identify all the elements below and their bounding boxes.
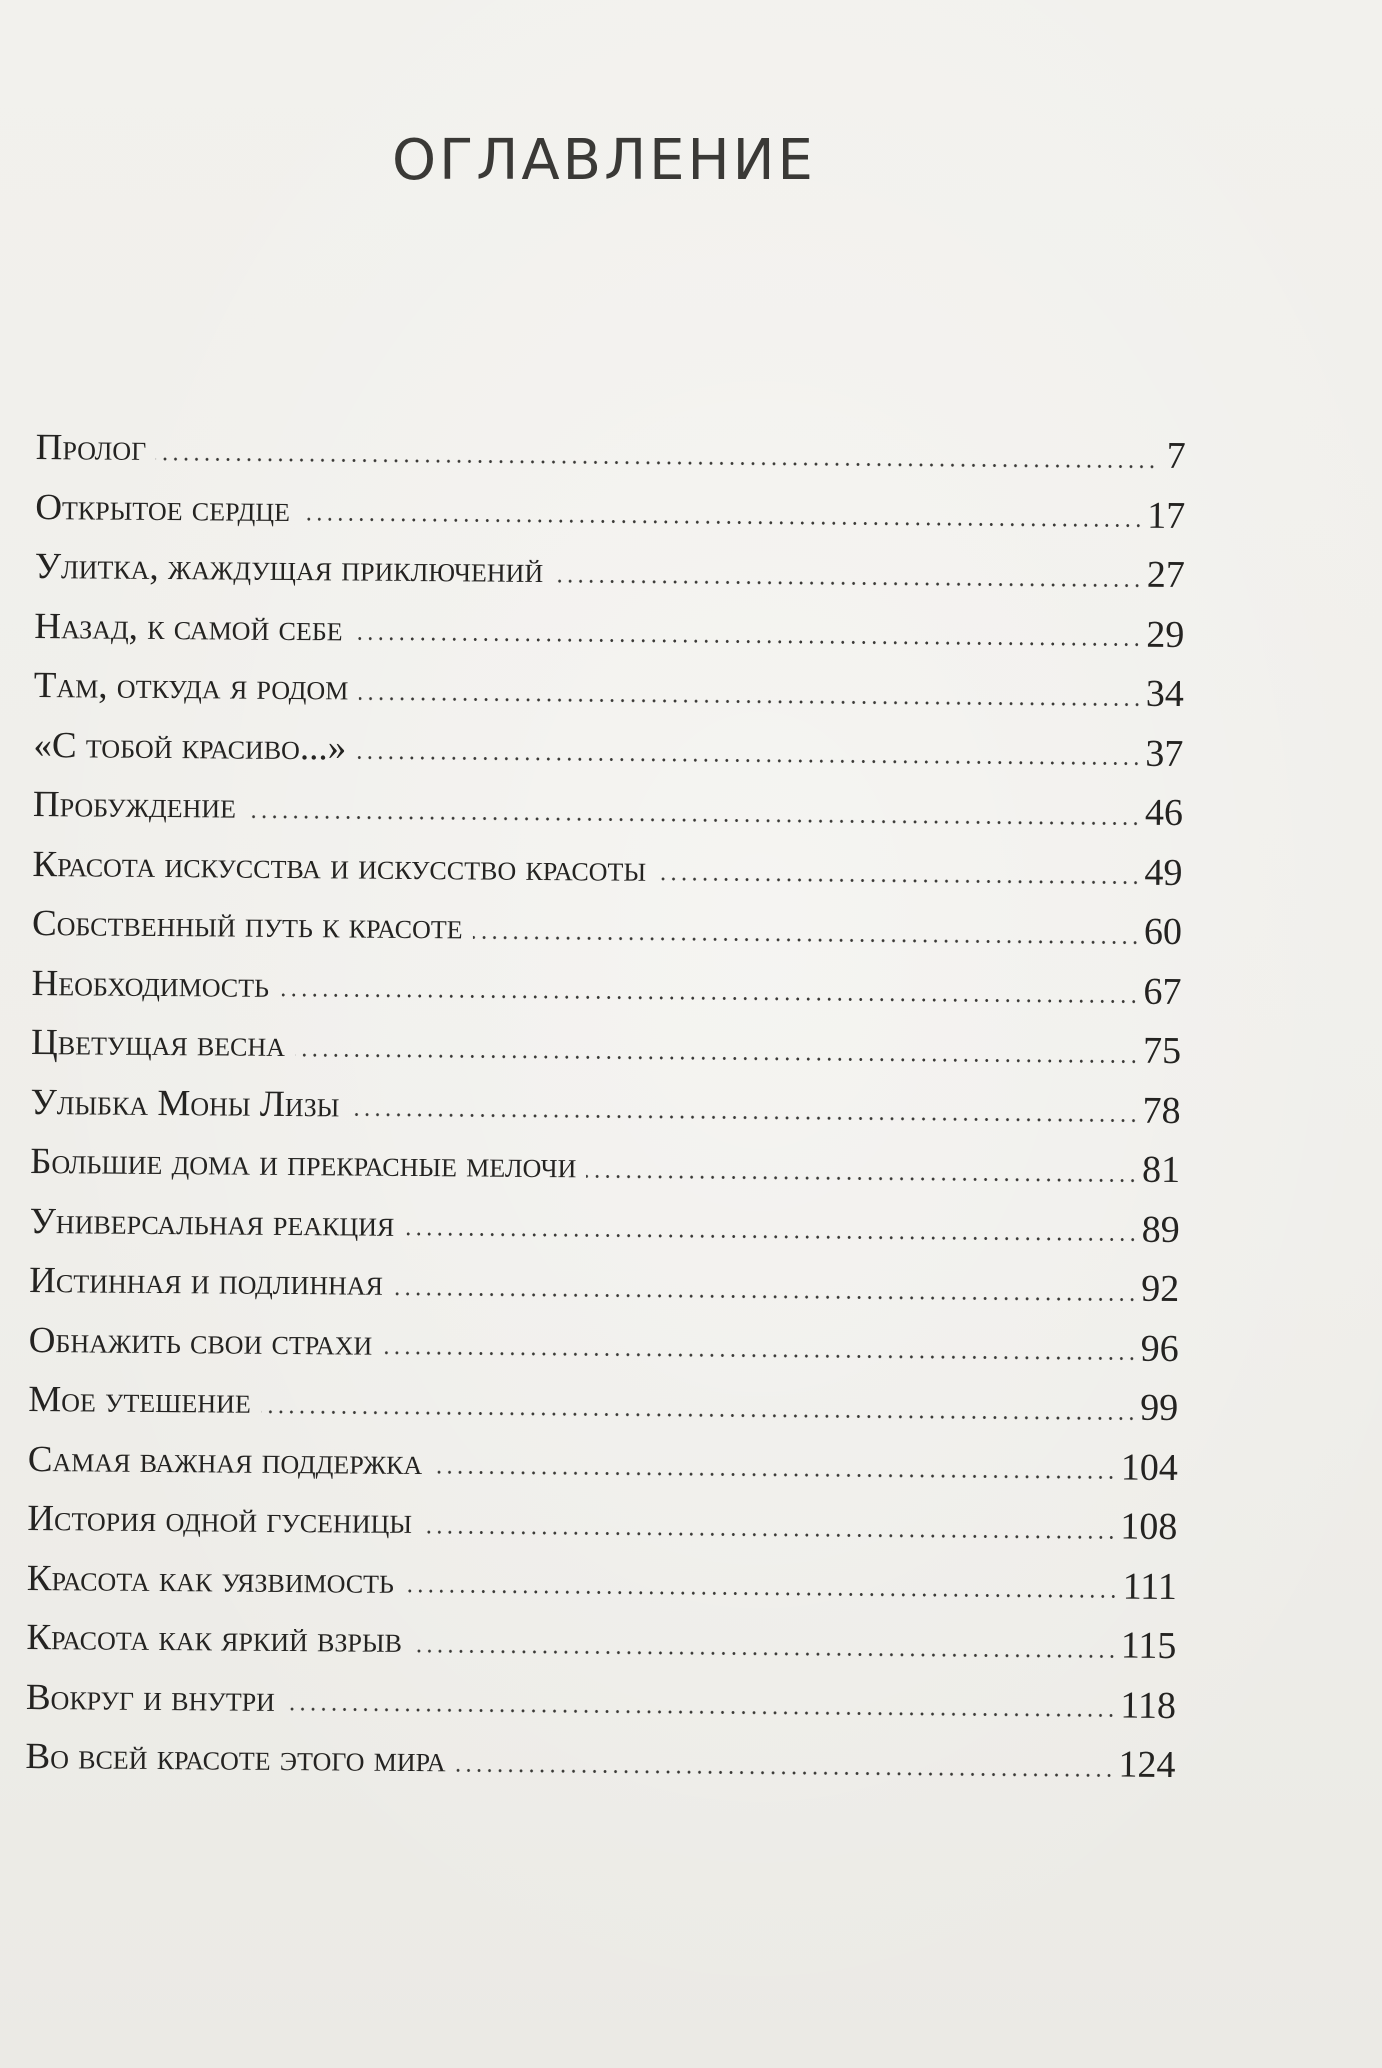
dot-leader [404,1232,1137,1242]
toc-entry-page: 60 [1143,910,1183,954]
dot-leader [382,1351,1136,1361]
toc-entry-title: Назад, к самой себе [34,605,343,649]
toc-entry-title: Обнажить свои страхи [28,1319,373,1364]
toc-entry [32,834,1182,903]
toc-entry-page: 104 [1120,1446,1178,1489]
toc-entry-title: Красота как яркий взрыв [26,1616,403,1661]
dot-leader [422,1530,1116,1539]
toc-entry-page: 34 [1145,672,1185,716]
toc-entry-title: Открытое сердце [35,486,291,530]
toc-entry [29,1310,1179,1379]
toc-entry-page: 29 [1146,613,1185,656]
toc-entry-page: 111 [1122,1565,1178,1608]
toc-entry [32,894,1182,963]
toc-entry-title: Улыбка Моны Лизы [30,1081,340,1125]
toc-entry-page: 27 [1146,553,1185,597]
toc-entry-page: 46 [1144,791,1184,835]
toc-entry-page: 37 [1145,732,1184,775]
toc-entry [29,1251,1179,1320]
toc-entry [34,596,1184,665]
toc-entry-title: Пробуждение [32,783,237,827]
toc-entry-title: Во всей красоте этого мира [25,1735,446,1781]
toc-entry-title: Самая важная поддержка [27,1438,423,1483]
toc-entry-title: Улитка, жаждущая приключений [34,545,544,591]
dot-leader [349,1113,1138,1123]
toc-entry-page: 17 [1147,494,1186,537]
table-of-contents [25,418,1186,1795]
page-title: ОГЛАВЛЕНИЕ [392,128,816,193]
toc-entry [33,715,1183,784]
toc-entry [28,1429,1178,1498]
toc-entry-title: Пролог [35,426,147,469]
toc-entry-page: 78 [1142,1089,1181,1132]
toc-entry [27,1489,1177,1558]
dot-leader [455,1768,1114,1777]
toc-entry-title: «С тобой красиво...» [33,724,347,768]
dot-leader [358,696,1142,706]
toc-entry [28,1370,1178,1439]
toc-entry-title: Истинная и подлинная [29,1259,384,1304]
toc-entry-title: Красота как уязвимость [26,1557,395,1602]
dot-leader [656,877,1140,885]
toc-entry-title: Красота искусства и искусство красоты [32,843,647,890]
dot-leader [246,814,1141,825]
toc-entry [29,1191,1179,1260]
toc-entry-page: 81 [1141,1148,1181,1192]
dot-leader [473,935,1140,944]
dot-leader [300,517,1143,528]
toc-entry [27,1548,1177,1617]
toc-entry-title: Большие дома и прекрасные мелочи [29,1140,577,1187]
dot-leader [353,637,1143,647]
toc-entry-title: Необходимость [31,962,270,1006]
toc-entry [26,1608,1176,1677]
toc-entry-title: История одной гусеницы [27,1497,413,1542]
toc-entry-title: Собственный путь к красоте [31,902,463,948]
toc-entry-page: 96 [1140,1327,1179,1370]
toc-entry-page: 99 [1140,1386,1179,1430]
toc-entry-page: 75 [1142,1029,1182,1073]
toc-entry-page: 92 [1141,1267,1180,1311]
toc-entry [31,1013,1181,1082]
toc-entry-title: Там, откуда я родом [33,664,349,709]
toc-entry [30,1072,1180,1141]
toc-entry [34,656,1184,725]
toc-entry-page: 124 [1118,1743,1176,1786]
dot-leader [412,1649,1117,1659]
toc-entry-title: Универсальная реакция [29,1200,395,1245]
toc-entry [26,1667,1176,1736]
toc-entry-title: Цветущая весна [30,1021,286,1065]
toc-entry-page: 49 [1144,851,1183,894]
dot-leader [285,1707,1116,1718]
dot-leader [279,993,1140,1004]
toc-entry-page: 115 [1120,1624,1177,1667]
dot-leader [432,1470,1117,1479]
toc-entry [30,1132,1180,1201]
toc-entry [35,477,1185,546]
toc-entry [36,418,1186,487]
dot-leader [261,1410,1136,1421]
toc-entry-page: 67 [1143,970,1182,1013]
toc-entry [33,775,1183,844]
dot-leader [156,457,1158,469]
toc-entry-page: 7 [1166,434,1186,478]
dot-leader [295,1053,1139,1064]
dot-leader [586,1174,1138,1182]
toc-entry-page: 118 [1120,1684,1177,1727]
dot-leader [356,756,1141,766]
dot-leader [393,1292,1137,1302]
toc-entry-title: Вокруг и внутри [25,1676,276,1720]
dot-leader [553,579,1143,588]
toc-entry [25,1727,1175,1796]
toc-entry [31,953,1181,1022]
toc-entry [35,537,1185,606]
dot-leader [404,1589,1119,1599]
toc-entry-title: Мое утешение [28,1378,251,1422]
toc-entry-page: 89 [1141,1208,1180,1251]
toc-entry-page: 108 [1120,1505,1178,1548]
